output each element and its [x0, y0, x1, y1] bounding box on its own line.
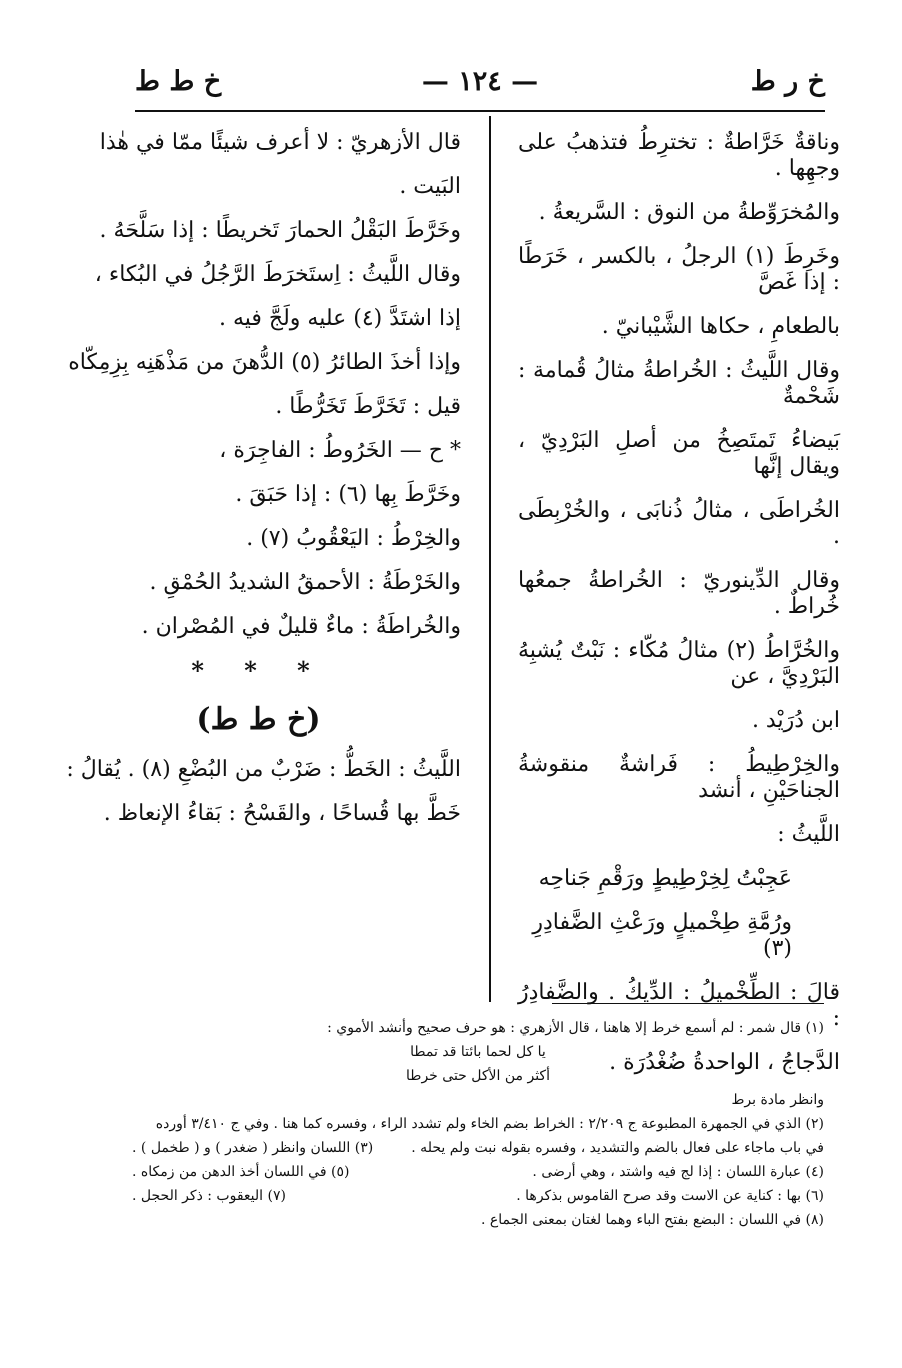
- verse-line: عَجِبْتُ لِخِرْطِيطٍ ورَقْمِ جَناحِه: [538, 866, 792, 891]
- footnote-row: [132, 1140, 824, 1157]
- text-line: وقال اللَّيثُ : الخُراطةُ مثالُ قُمامة : شَحْمةٌ: [518, 358, 840, 409]
- footnote-2-cont: في باب ماجاء على فعال بالضم والتشديد ، وفسره بقوله نبت ولم يحله .: [411, 1140, 824, 1156]
- text-line: وقال الدِّينوريّ : الخُراطةُ جمعُها خُراطٌ .: [518, 568, 840, 619]
- footnote-2: (٢) الذي في الجمهرة المطبوعة ج ٢/٢٠٩ : الخراط بضم الخاء ولم تشدد الراء ، وفسره كما هنا . وفي ج ٣/٤١٠ أورده: [155, 1116, 824, 1132]
- page-number: — ١٢٤ —: [421, 66, 539, 97]
- text-line: والخِرْطُ : اليَعْقُوبُ (٧) .: [246, 526, 461, 551]
- footnote-6: (٦) بها : كناية عن الاست وقد صرح القاموس بذكرها .: [516, 1188, 824, 1204]
- footnote-5: (٥) في اللسان أخذ الدهن من زمكاه .: [132, 1164, 350, 1180]
- text-line: والمُخرَوِّطةُ من النوق : السَّريعةُ .: [538, 200, 840, 225]
- text-line: الخُراطَى ، مثالُ ذُنابَى ، والخُرْبِطَى .: [518, 498, 840, 549]
- text-line: اللَّيثُ :: [777, 822, 840, 847]
- text-line: ابن دُرَيْد .: [751, 708, 840, 733]
- text-line: والخِرْطِيطُ : فَراشةٌ منقوشةُ الجناحَيْنِ ، أنشد: [518, 752, 840, 803]
- footnote-3: (٣) اللسان وانظر ( ضغدر ) و ( طخمل ) .: [132, 1140, 374, 1156]
- section-separator: * * *: [191, 656, 326, 685]
- text-line: والخُرَّاطُ (٢) مثالُ مُكّاء : نَبْتٌ يُشبِهُ البَرْدِيَّ ، عن: [518, 638, 840, 689]
- header-rule: [135, 110, 825, 112]
- text-line: وناقةٌ خَرَّاطةٌ : تخترِطُ فتذهبُ على وجهِها .: [518, 130, 840, 181]
- footnotes: [132, 1020, 824, 1236]
- text-line: إذا اشتَدَّ (٤) عليه ولَجَّ فيه .: [218, 306, 461, 331]
- footnote-1: (١) قال شمر : لم أسمع خرط إلا هاهنا ، قال الأزهري : هو حرف صحيح وأنشد الأموي :: [327, 1020, 824, 1036]
- text-line: قيل : تَخَرَّطَ تَخَرُّطًا .: [275, 394, 461, 419]
- header-root-left: خ ط ط: [135, 66, 222, 97]
- text-line: وقال اللَّيثُ : اِستَخرَطَ الرَّجُلُ في البُكاء ،: [94, 262, 461, 287]
- text-line: اللَّيثُ : الخَطُّ : ضَرْبٌ من البُضْعِ (٨) . يُقالُ :: [66, 757, 461, 782]
- footnote-reference: وانظر مادة برط: [731, 1092, 824, 1108]
- text-line: قال الأزهريّ : لا أعرف شيئًا ممّا في هٰذا: [99, 130, 461, 155]
- text-line: الدَّجاجُ ، الواحدةُ ضُغْدُرَة .: [609, 1050, 840, 1075]
- text-line: وخَرَّطَ البَقْلُ الحمارَ تَخريطًا : إذا سَلَّحَهُ .: [99, 218, 461, 243]
- right-column: [518, 130, 840, 1094]
- text-line: * ح — الخَرُوطُ : الفاجِرَة ،: [219, 438, 461, 463]
- header-root-right: خ ر ط: [750, 66, 825, 97]
- text-line: والخَرْطَةُ : الأحمقُ الشديدُ الحُمْقِ .: [149, 570, 461, 595]
- verse-line: ورُمَّةِ طِخْميلٍ ورَعْثِ الضَّفادِرِ (٣): [532, 910, 792, 961]
- running-header: [135, 66, 825, 106]
- footnote-4: (٤) عبارة اللسان : إذا لج فيه واشتد ، وهي أرضى .: [532, 1164, 824, 1180]
- text-line: والخُراطَةُ : ماءٌ قليلٌ في المُصْران .: [141, 614, 461, 639]
- text-line: قالَ : الطِّخْميلُ : الدِّيكُ . والضَّفادِرُ :: [518, 980, 840, 1031]
- text-line: وإذا أخذَ الطائرُ (٥) الدُّهنَ من مَذْهَنِه بِزِمِكّاه: [68, 350, 461, 375]
- footnote-verse: يا كل لحما بائتا قد تمطا: [410, 1044, 546, 1060]
- left-column: [56, 130, 461, 845]
- footnote-rule: [552, 1003, 824, 1004]
- footnote-7: (٧) اليعقوب : ذكر الحجل .: [132, 1188, 286, 1204]
- text-line: بالطعامِ ، حكاها الشَّيْبانيّ .: [601, 314, 840, 339]
- text-line: بَيضاءُ تَمتَصِخُ من أصلِ البَرْدِيّ ، ويقال إنَّها: [518, 428, 840, 479]
- section-heading: (خ ط ط): [196, 702, 321, 737]
- footnote-8: (٨) في اللسان : البضع بفتح الباء وهما لغتان بمعنى الجماع .: [480, 1212, 824, 1228]
- text-line: وخَرَّطَ بِها (٦) : إذا حَبَقَ .: [235, 482, 461, 507]
- text-line: وخَرِطَ (١) الرجلُ ، بالكسر ، خَرَطًا : إذا غَصَّ: [518, 244, 841, 295]
- text-line: البَيت .: [399, 174, 461, 199]
- footnote-row: [132, 1164, 824, 1181]
- text-line: خَطَّ بها قُساحًا ، والقَسْحُ : بَقاءُ الإنعاظ .: [103, 801, 461, 826]
- footnote-verse: أكثر من الأكل حتى خرطا: [406, 1068, 550, 1084]
- footnote-row: [132, 1188, 824, 1205]
- column-divider: [489, 116, 491, 1002]
